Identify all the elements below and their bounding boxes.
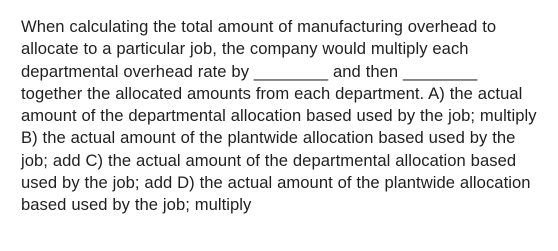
question-text: When calculating the total amount of manufacturing overhead to allocate to a particular job, the company would multiply each departmental overhead rate by ________ and then ________ together the allocated amounts from each department. A) the actual amount of the departmental allocation based used by the job; multiply B) the actual amount of the plantwide allocation based used by the job; add C) the actual amount of the departmental allocation based used by the job; add D) the actual amount of the plantwide allocation based used by the job; multiply [21,17,537,215]
